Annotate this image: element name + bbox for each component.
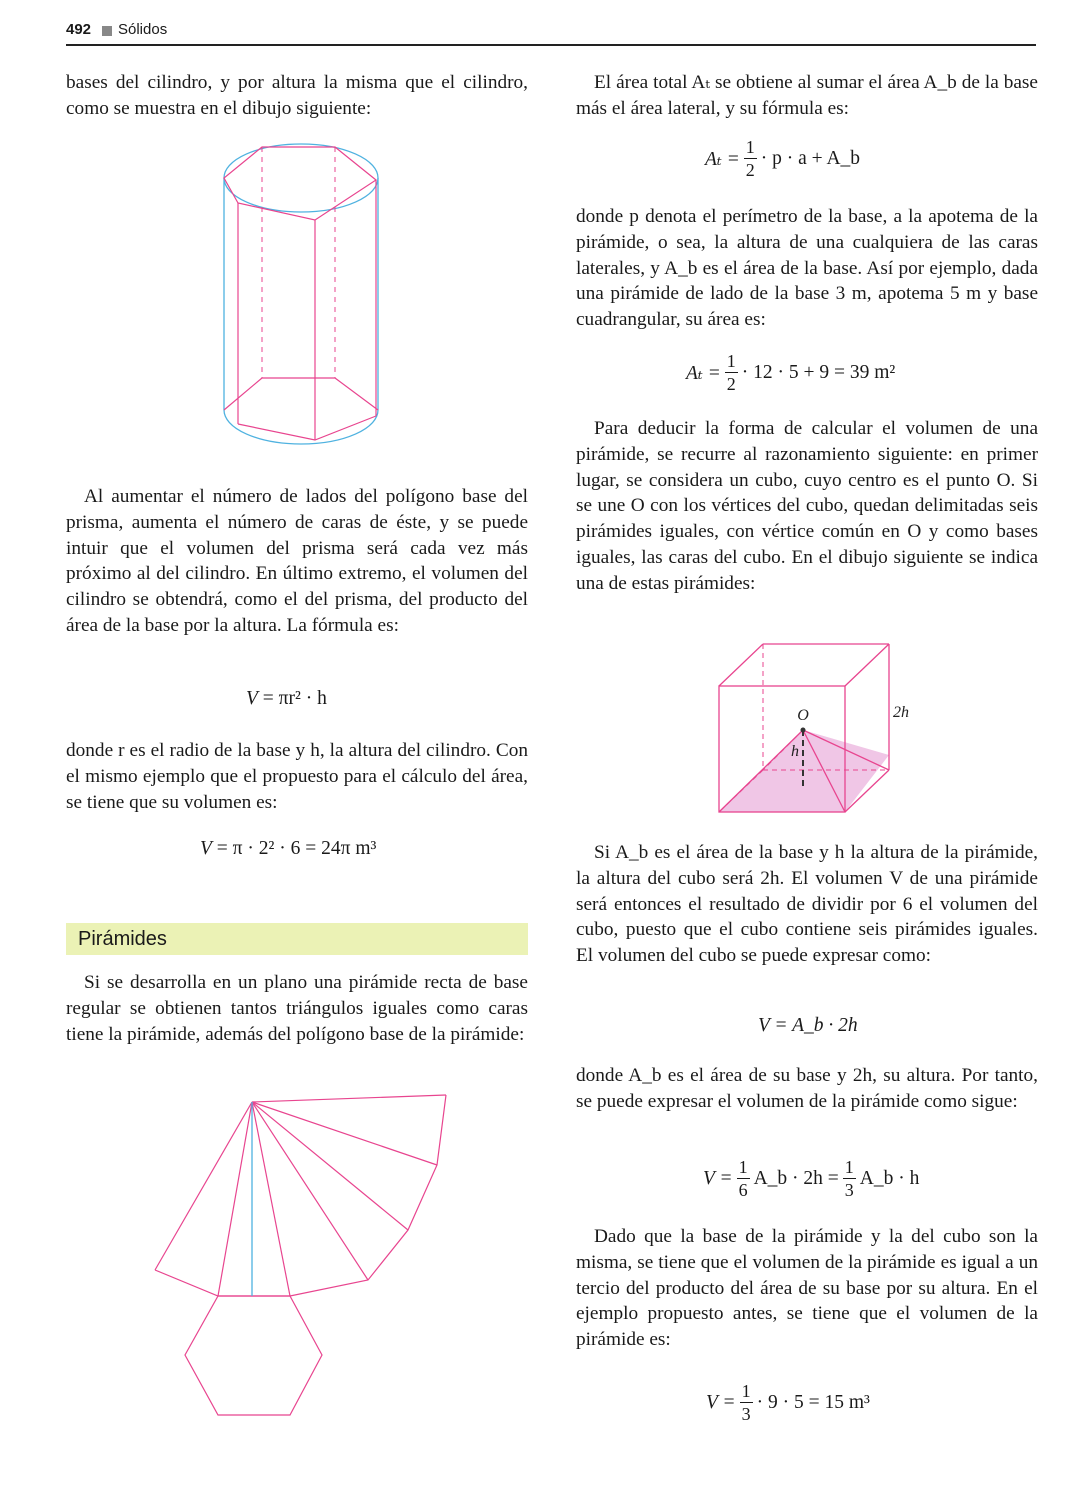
formula-pyramid-example: V = $\frac{1}{3}$ · 9 · 5 = 15 m³ [706,1381,870,1424]
right-paragraph-4: Si A_b es el área de la base y h la altura de la pirámide, la altura del cubo será 2h. El volumen V de una pirámide será entonces el resultado de dividir por 6 el volumen del cubo, puesto que el cubo contiene seis pirámides iguales. El volumen del cubo se puede expresar como: [576,842,1038,967]
formula-cylinder-example: V = π · 2² · 6 = 24π m³ [200,838,377,859]
header-square-icon [102,26,112,36]
pyramid-height-label: h [791,743,799,760]
right-paragraph-1: El área total Aₜ se obtiene al sumar el área A_b de la base más el área lateral, y su fórmula es: [576,72,1038,119]
left-paragraph-2: Al aumentar el número de lados del polígono base del prisma, aumenta el número de caras de éste, y se puede intuir que el volumen del prisma será cada vez más próximo al del cilindro. En último extremo, el volumen del cilindro se obtendrá, como el del prisma, del producto del área de la base por la altura. La fórmula es: [66,486,528,636]
pyramid-net-figure [150,1090,455,1420]
right-paragraph-3: Para deducir la forma de calcular el volumen de una pirámide, se recurre al razonamiento siguiente: en primer lugar, se considera un cubo, cuyo centro es el punto O. Si se une O con los vértices del cubo, quedan delimitadas seis pirámides iguales, con vértice común en O y como bases iguales, las caras del cubo. En el dibujo siguiente se indica una de estas pirámides: [576,418,1038,594]
page-number: 492 [66,21,92,38]
right-paragraph-2: donde p denota el perímetro de la base, a la apotema de la pirámide, o sea, la altura de una cualquiera de las caras laterales, y A_b es el área de la base. Así por ejemplo, dada una pirámide de lado de la base 3 m, apotema 5 m y base cuadrangular, su área es: [576,206,1038,331]
right-paragraph-6: Dado que la base de la pirámide y la del cubo son la misma, se tiene que el volumen de la pirámide es igual a un tercio del producto del área de su base por su altura. En el ejemplo propuesto antes, se tiene que el volumen de la pirámide es: [576,1226,1038,1351]
left-paragraph-3: donde r es el radio de la base y h, la altura del cilindro. Con el mismo ejemplo que el propuesto para el cálculo del área, se tiene que su volumen es: [66,740,528,813]
running-title: Sólidos [118,21,168,38]
cylinder-prism-figure [220,140,385,440]
left-paragraph-1: bases del cilindro, y por altura la misma que el cilindro, como se muestra en el dibujo siguiente: [66,72,528,119]
section-heading-piramides: Pirámides [66,923,528,955]
cube-center-label: O [797,707,809,724]
formula-cube-volume: V = A_b · 2h [758,1015,858,1036]
formula-cylinder-volume: V = πr² · h [246,688,327,709]
right-paragraph-5: donde A_b es el área de su base y 2h, su altura. Por tanto, se puede expresar el volumen de la pirámide como sigue: [576,1065,1038,1112]
formula-area-example: Aₜ = $\frac{1}{2}$ · 12 · 5 + 9 = 39 m² [686,351,896,394]
cube-side-label: 2h [893,704,909,721]
page-header [66,18,1036,46]
cube-pyramid-figure [715,640,925,820]
formula-pyramid-volume: V = $\frac{1}{6}$ A_b · 2h = $\frac{1}{3}$ A_b · h [703,1157,920,1200]
left-paragraph-4: Si se desarrolla en un plano una pirámide recta de base regular se obtienen tantos triángulos iguales como caras tiene la pirámide, además del polígono base de la pirámide: [66,972,528,1045]
formula-total-area: Aₜ = $\frac{1}{2}$ · p · a + A_b [705,137,861,180]
